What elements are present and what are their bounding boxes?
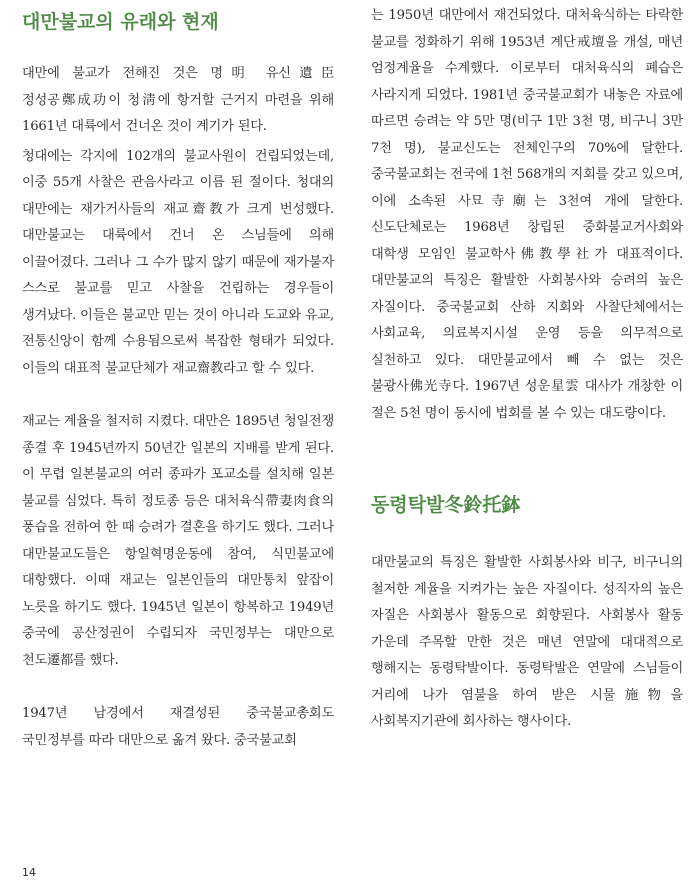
- page-number: 14: [22, 866, 36, 879]
- section-heading-taiwan-buddhism-history: 대만불교의 유래와 현재: [22, 11, 219, 33]
- section-heading-winter-bell-alms: 동령탁발冬鈴托鉢: [371, 494, 521, 516]
- paragraph-continuation: 는 1950년 대만에서 재건되었다. 대처육식하는 타락한 불교를 정화하기 위해 1953년 계단戒壇을 개설, 매년 엄정계율을 수계했다. 이로부터 대처육식의 폐습은 사라지게 되었다. 1981년 중국불교회가 내놓은 자료에 따르면 승려는 약 5만 명(비구 1만 3천 명, 비구니 3만 7천 명), 불교신도는 전체인구의 70%에 달한다. 중국불교회는 전국에 1천 568개의 지회를 갖고 있으며, 이에 소속된 사묘寺廟는 3천여 개에 달한다. 신도단체로는 1968년 창립된 중화불교거사회와 대학생 모임인 불교학사佛教學社가 대표적이다. 대만불교의 특징은 활발한 사회봉사와 승려의 높은 자질이다. 중국불교회 산하 지회와 사찰단체에서는 사회교육, 의료복지시설 운영 등을 의무적으로 실천하고 있다. 대만불교에서 빼 수 없는 것은 불광사佛光寺다. 1967년 성운星雲 대사가 개창한 이 절은 5천 명이 동시에 법회를 볼 수 있는 대도량이다.: [371, 8, 683, 421]
- right-column: [371, 0, 683, 736]
- paragraph-japanese-rule: 재교는 계율을 철저히 지켰다. 대만은 1895년 청일전쟁 종결 후 1945년까지 50년간 일본의 지배를 받게 된다. 이 무렵 일본불교의 여러 종파가 포교소를 설치해 일본 불교를 심었다. 특히 정토종 등은 대처육식帶妻肉食의 풍습을 전하여 한 때 승려가 결혼을 하기도 했다. 그러나 대만불교도들은 항일혁명운동에 참여, 식민불교에 대항했다. 이때 재교는 일본인들의 대만통치 앞잡이 노릇을 하기도 했다. 1945년 일본이 항복하고 1949년 중국에 공산정권이 수립되자 국민정부는 대만으로 천도遷都를 했다.: [22, 414, 334, 668]
- paragraph-winter-bell-alms: 대만불교의 특징은 활발한 사회봉사와 비구, 비구니의 철저한 계율을 지켜가는 높은 자질이다. 성직자의 높은 자질은 사회봉사 활동으로 회향된다. 사회봉사 활동 가운데 주목할 만한 것은 매년 연말에 대대적으로 행해지는 동령탁발이다. 동령탁발은 연말에 스님들이 거리에 나가 염불을 하여 받은 시물施物을 사회복지기관에 회사하는 행사이다.: [371, 555, 683, 729]
- paragraph-origin: 대만에 불교가 전해진 것은 명明 유신遺臣 정성공鄭成功이 청淸에 항거할 근거지 마련을 위해 1661년 대륙에서 건너온 것이 계기가 된다.: [22, 66, 334, 134]
- paragraph-chinese-buddhist-association: 1947년 남경에서 재결성된 중국불교총회도 국민정부를 따라 대만으로 옮겨 왔다. 중국불교회: [22, 706, 334, 748]
- paragraph-qing-dynasty: 청대에는 각지에 102개의 불교사원이 건립되었는데, 이중 55개 사찰은 관음사라고 이름 된 절이다. 청대의 대만에는 재가거사들의 재교齋教가 크게 번성했다. 대만불교는 대륙에서 건너 온 스님들에 의해 이끌어졌다. 그러나 그 수가 많지 않기 때문에 재가불자 스스로 불교를 믿고 사찰을 건립하는 경우들이 생겨났다. 이들은 불교만 믿는 것이 아니라 도교와 유교, 전통신앙이 함께 수용됨으로써 복잡한 형태가 되었다. 이들의 대표적 불교단체가 재교齋教라고 할 수 있다.: [22, 148, 334, 376]
- left-column: [22, 0, 334, 754]
